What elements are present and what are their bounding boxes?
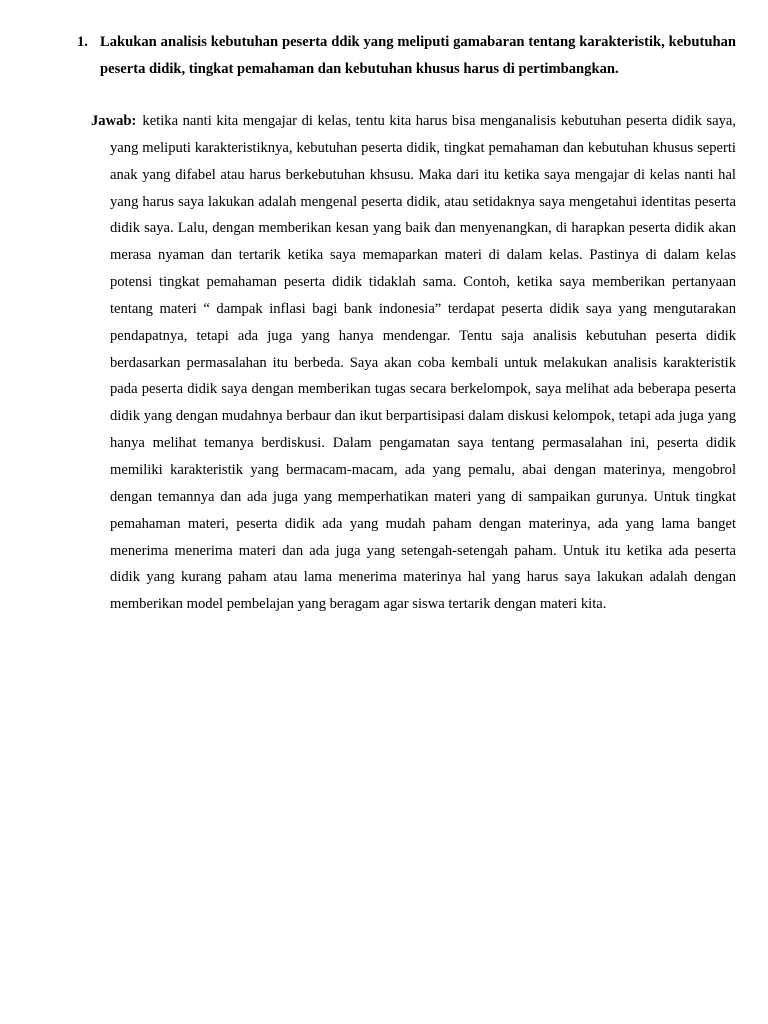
- answer-block: [91, 108, 736, 618]
- answer-paragraph: [91, 108, 736, 618]
- answer-text: ketika nanti kita mengajar di kelas, tentu kita harus bisa menganalisis kebutuhan peserta didik saya, yang meliputi karakteristiknya, kebutuhan peserta didik, tingkat pemahaman dan kebutuhan khusus seperti anak yang difabel atau harus berkebutuhan khsusu. Maka dari itu ketika saya mengajar di kelas nanti hal yang harus saya lakukan adalah mengenal peserta didik, atau setidaknya saya mengetahui identitas peserta didik saya. Lalu, dengan memberikan kesan yang baik dan menyenangkan, di harapkan peserta didik akan merasa nyaman dan tertarik ketika saya memaparkan materi di dalam kelas. Pastinya di dalam kelas potensi tingkat pemahaman peserta didik tidaklah sama. Contoh, ketika saya memberikan pertanyaan tentang materi “ dampak inflasi bagi bank indonesia” terdapat peserta didik saya yang mengutarakan pendapatnya, tetapi ada juga yang hanya mendengar. Tentu saja analisis kebutuhan peserta didik berdasarkan permasalahan itu berbeda. Saya akan coba kembali untuk melakukan analisis karakteristik pada peserta didik saya dengan memberikan tugas secara berkelompok, saya melihat ada beberapa peserta didik yang dengan mudahnya berbaur dan ikut berpartisipasi dalam diskusi kelompok, tetapi ada juga yang hanya melihat temanya berdiskusi. Dalam pengamatan saya tentang permasalahan ini, peserta didik memiliki karakteristik yang bermacam-macam, ada yang pemalu, abai dengan materinya, mengobrol dengan temannya dan ada juga yang memperhatikan materi yang di sampaikan gurunya. Untuk tingkat pemahaman materi, peserta didik ada yang mudah paham dengan materinya, ada yang lama banget menerima menerima materi dan ada juga yang setengah-setengah paham. Untuk itu ketika ada peserta didik yang kurang paham atau lama menerima materinya hal yang harus saya lakukan adalah dengan memberikan model pembelajan yang beragam agar siswa tertarik dengan materi kita.: [110, 113, 736, 613]
- question-text: Lakukan analisis kebutuhan peserta ddik yang meliputi gamabaran tentang karakteristik, kebutuhan peserta didik, tingkat pemahaman dan kebutuhan khusus harus di pertimbangkan.: [100, 34, 736, 77]
- question-item: [77, 29, 736, 83]
- question-number: 1.: [77, 34, 88, 50]
- answer-label: Jawab:: [91, 113, 137, 129]
